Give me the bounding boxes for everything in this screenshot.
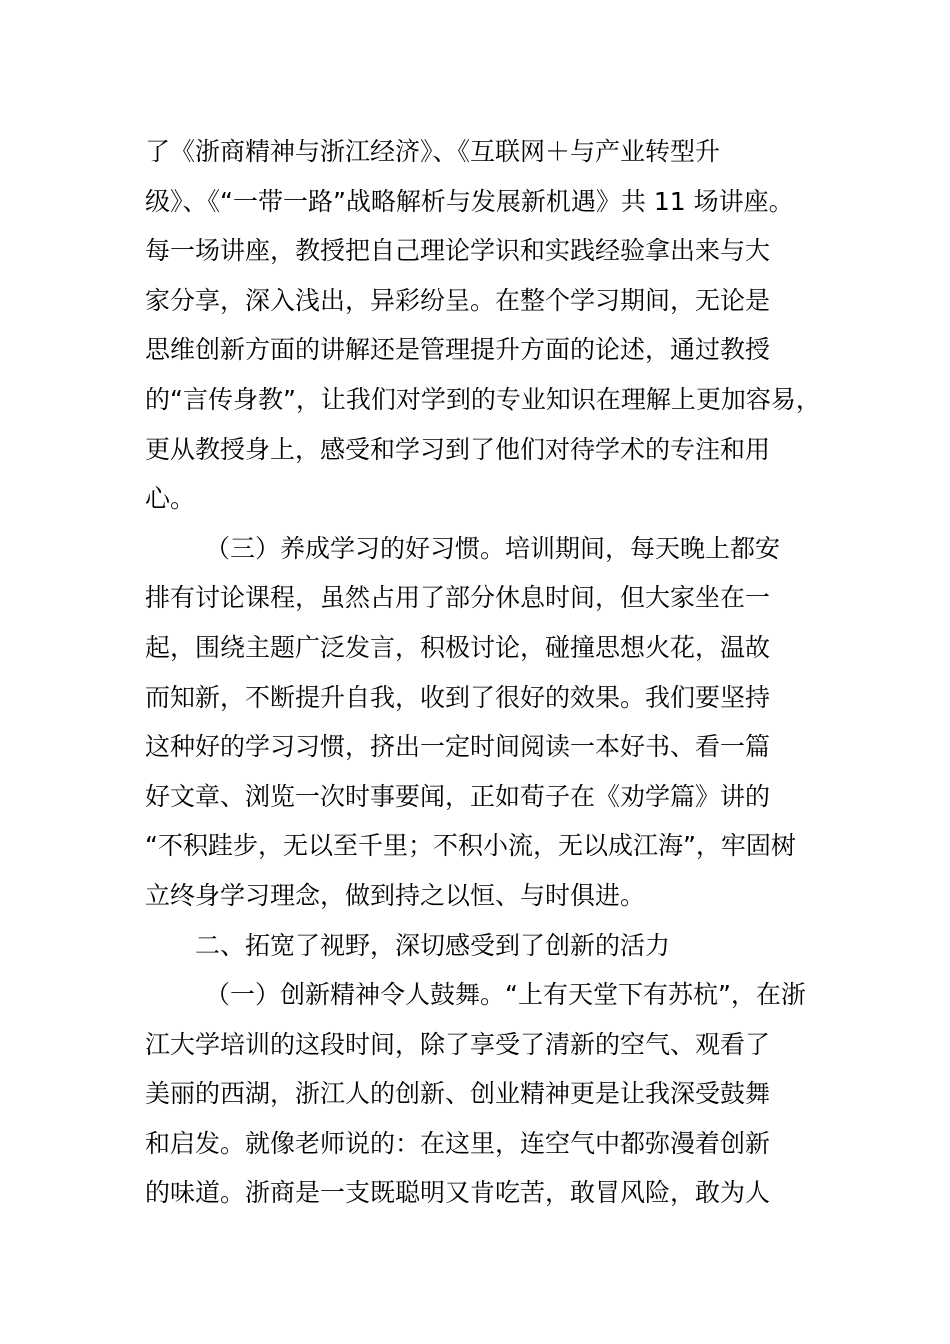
text-line: 而知新，不断提升自我，收到了很好的效果。我们要坚持	[145, 682, 771, 712]
text-line: 美丽的西湖，浙江人的创新、创业精神更是让我深受鼓舞	[145, 1079, 771, 1109]
text-line: 的味道。浙商是一支既聪明又肯吃苦，敢冒风险，敢为人	[145, 1178, 771, 1208]
text-line: 起，围绕主题广泛发言，积极讨论，碰撞思想火花，温故	[145, 632, 771, 662]
text-line: 和启发。就像老师说的：在这里，连空气中都弥漫着创新	[145, 1128, 771, 1158]
text-line: 这种好的学习习惯，挤出一定时间阅读一本好书、看一篇	[145, 732, 771, 762]
text-line: “不积跬步，无以至千里；不积小流，无以成江海”，牢固树	[145, 831, 796, 861]
text-line: 好文章、浏览一次时事要闻，正如荀子在《劝学篇》讲的	[145, 781, 771, 811]
text-line: 思维创新方面的讲解还是管理提升方面的论述，通过教授	[145, 335, 771, 365]
paragraph-start-line: （一）创新精神令人鼓舞。“上有天堂下有苏杭”，在浙	[205, 980, 806, 1010]
text-line: 了《浙商精神与浙江经济》、《互联网＋与产业转型升	[145, 137, 721, 166]
section-heading: 二、拓宽了视野，深切感受到了创新的活力	[195, 930, 671, 960]
text-line: 的“言传身教”，让我们对学到的专业知识在理解上更加容易，	[145, 384, 821, 414]
text-line: 更从教授身上，感受和学习到了他们对待学术的专注和用	[145, 434, 771, 464]
text-line: 每一场讲座，教授把自己理论学识和实践经验拿出来与大	[145, 236, 771, 266]
text-line: 排有讨论课程，虽然占用了部分休息时间，但大家坐在一	[145, 583, 771, 613]
text-line: 江大学培训的这段时间，除了享受了清新的空气、观看了	[145, 1029, 771, 1059]
body-text	[145, 127, 835, 1218]
text-line: 级》、《“一带一路”战略解析与发展新机遇》共 11 场讲座。	[145, 186, 794, 216]
text-line: 心。	[145, 484, 196, 514]
text-line: 立终身学习理念，做到持之以恒、与时俱进。	[145, 880, 646, 910]
paragraph-start-line: （三）养成学习的好习惯。培训期间，每天晚上都安	[205, 533, 781, 563]
text-line: 家分享，深入浅出，异彩纷呈。在整个学习期间，无论是	[145, 285, 771, 315]
